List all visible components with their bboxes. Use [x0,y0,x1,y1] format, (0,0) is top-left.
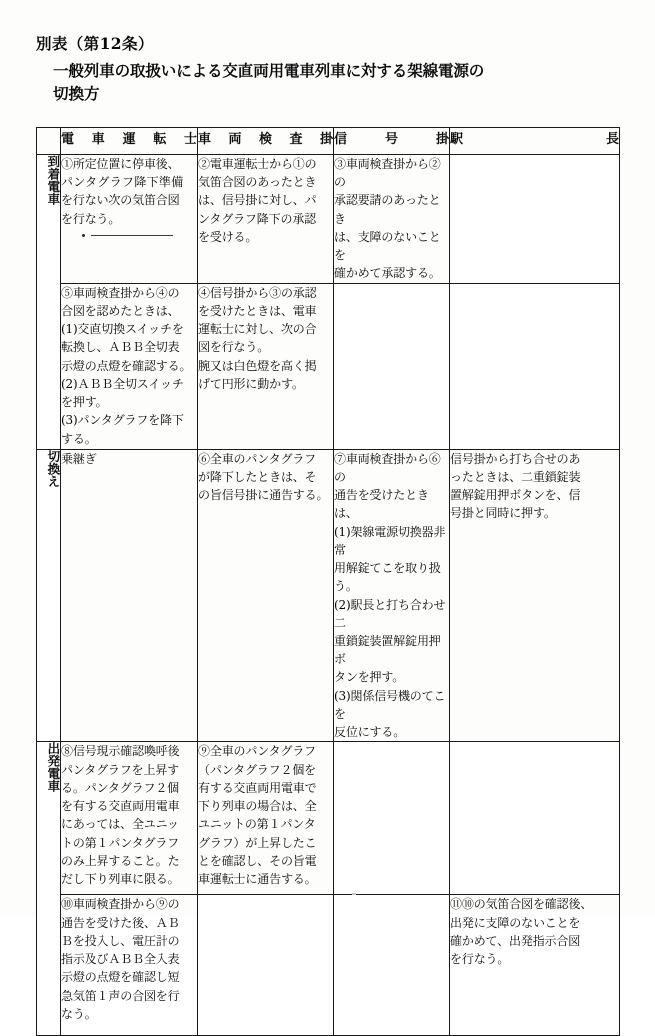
column-header-stationmaster [450,128,620,155]
header-char: 号 [384,132,398,147]
heading-appendix-title: 別表（第12条） [36,34,154,53]
section-label-switching: 切換え [37,449,61,742]
handwritten-rule [91,235,173,236]
header-char: 検 [258,132,272,147]
cell-switching-inspector-step6: ⑥全車のパンタグラフ が降下したときは、そ の旨信号掛に通告する。 [198,449,334,742]
cell-departing-signal-empty [334,742,450,895]
cell-switching-stationmaster: 信号掛から打ち合せのあ ったときは、二重鎖錠装 置解錠用押ボタンを、信 号掛と同時に押す。 [450,449,620,742]
cell-arriving-signal-empty [334,283,450,449]
header-char: 両 [228,132,242,147]
header-char: 長 [605,132,619,147]
cell-departing-driver-step8: ⑧信号現示確認喚呼後 パンタグラフを上昇す る。パンタグラフ２個 を有する交直両用電車 にあっては、全ユニッ トの第１パンタグラフ のみ上昇すること。た だし下り列車に限る。 [61,742,198,895]
cell-departing-stationmaster-step11: ⑪⑩の気笛合図を確認後、 出発に支障のないことを 確かめて、出発指示合図 を行なう。 [450,895,620,1036]
header-char: 転 [153,132,167,147]
table-row [37,449,620,742]
header-char: 運 [122,132,136,147]
header-char: 士 [183,132,197,147]
procedure-table-container [36,127,619,1036]
column-header-inspector [198,128,334,155]
scan-artifact [352,893,356,895]
cell-departing-inspector-empty [198,895,334,1036]
table-row [37,895,620,1036]
table-row [37,742,620,895]
header-section-label [37,128,61,155]
cell-arriving-stationmaster-empty [450,155,620,284]
cell-departing-inspector-step9: ⑨全車のパンタグラフ （パンタグラフ２個を 有する交直両用電車で 下り列車の場合は、全 ユニットの第１パンタ グラフ）が上昇したこ とを確認し、その旨電 車運転士に通告する。 [198,742,334,895]
table-row [37,283,620,449]
cell-departing-driver-step10: ⑩車両検査掛から⑨の 通告を受けた後、ＡＢ Ｂを投入し、電圧計の 指示及びＡＢＢ全入表 示燈の点燈を確認し短 急気笛１声の合図を行 なう。 [61,895,198,1036]
header-char: 電 [61,132,75,147]
section-label-departing: 出発電車 [37,742,61,1036]
cell-switching-signal-step7: ⑦車両検査掛から⑥の 通告を受けたときは、 (1)架線電源切換器非常 用解錠てこを取り扱う。 (2)駅長と打ち合わせ二 重鎖錠装置解錠用押ボ タンを押す。 (3)関係信号機のてこを 反位にする。 [334,449,450,742]
document-heading [36,34,636,105]
procedure-table [36,127,620,1036]
cell-arriving-inspector-step2: ②電車運転士から①の 気笛合図のあったとき は、信号掛に対し、パ ンタグラフ降下の承認 を受ける。 [198,155,334,284]
header-char: 査 [289,132,303,147]
table-header-row [37,128,620,155]
heading-subject-line-2: 切換方 [53,84,100,104]
table-row [37,155,620,284]
header-char: 車 [198,132,212,147]
heading-subject-line-1: 一般列車の取扱いによる交直両用電車列車に対する架線電源の [53,60,485,80]
cell-arriving-signal-step3: ③車両検査掛から②の 承認要請のあったとき は、支障のないことを 確かめて承認する。 [334,155,450,284]
cell-switching-driver-transfer: 乗継ぎ [61,449,198,742]
header-char: 掛 [435,132,449,147]
column-header-signal [334,128,450,155]
cell-arriving-driver-step1: ①所定位置に停車後、 パンタグラフ降下準備 を行ない次の気笛合図 を行なう。 [61,155,198,284]
cell-arriving-inspector-step4: ④信号掛から③の承認 を受けたときは、電車 運転士に対し、次の合 図を行なう。 腕又は白色燈を高く掲 げて円形に動かす。 [198,283,334,449]
cell-arriving-stationmaster-empty-2 [450,283,620,449]
column-header-driver [61,128,198,155]
cell-arriving-driver-step5: ⑤車両検査掛から④の 合図を認めたときは、 (1)交直切換スイッチを 転換し、ＡＢＢ全切表 示燈の点燈を確認する。 (2)ＡＢＢ全切スイッチ を押す。 (3)パンタグラフを降下 する。 [61,283,198,449]
header-char: 掛 [319,132,333,147]
header-char: 駅 [450,132,464,147]
header-char: 車 [91,132,105,147]
cell-departing-signal-empty-2 [334,895,450,1036]
cell-departing-stationmaster-empty [450,742,620,895]
header-char: 信 [334,132,348,147]
section-label-arriving: 到着電車 [37,155,61,450]
